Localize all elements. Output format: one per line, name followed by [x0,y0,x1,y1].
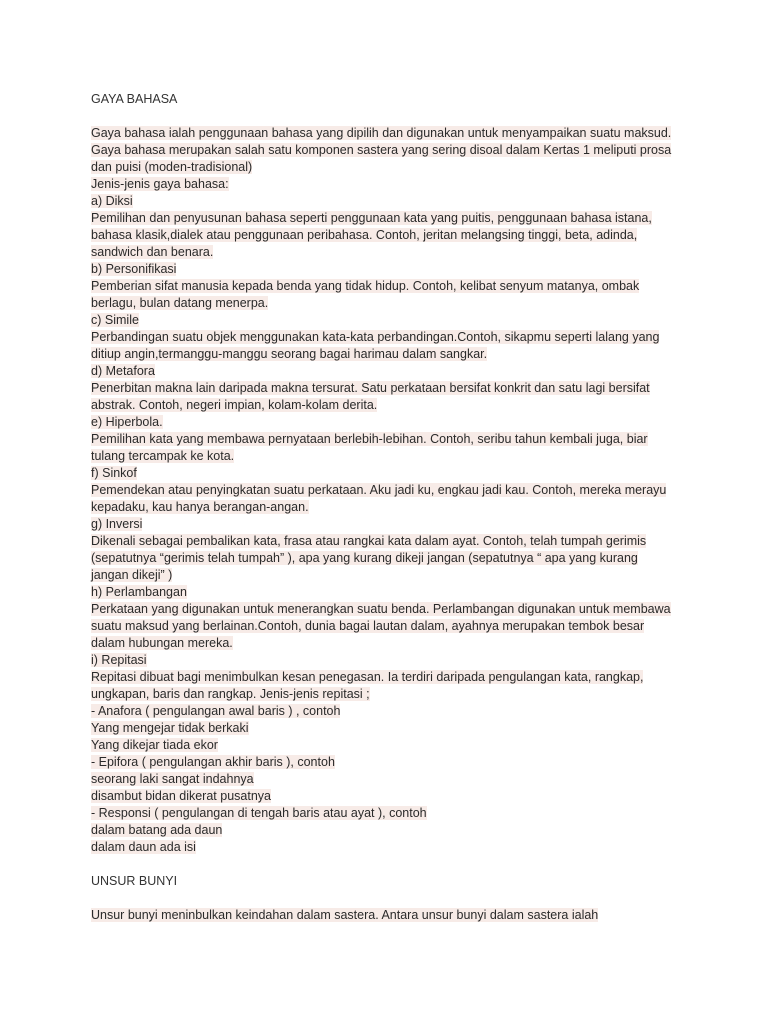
body-line [91,482,691,499]
document-body [91,125,691,856]
body-line [91,686,691,703]
body-line [91,448,691,465]
body-line [91,516,691,533]
text-line: f) Sinkof [91,466,137,480]
text-line: d) Metafora [91,364,155,378]
text-line: Perbandingan suatu objek menggunakan kata-kata perbandingan.Contoh, sikapmu seperti lalang yang [91,330,660,344]
body-line [91,669,691,686]
body-line [91,533,691,550]
text-line: Gaya bahasa ialah penggunaan bahasa yang dipilih dan digunakan untuk menyampaikan suatu maksud. [91,126,672,140]
body-line [91,737,691,754]
spacer [91,856,691,873]
body-line [91,720,691,737]
body-line [91,703,691,720]
text-line: kepadaku, kau hanya berangan-angan. [91,500,309,514]
body-line [91,567,691,584]
text-line: ditiup angin,termanggu-manggu seorang bagai harimau dalam sangkar. [91,347,488,361]
text-line: Yang dikejar tiada ekor [91,738,218,752]
spacer [91,890,691,907]
body-line [91,278,691,295]
body-line [91,380,691,397]
text-line: tulang tercampak ke kota. [91,449,235,463]
body-line [91,465,691,482]
text-line: dan puisi (moden-tradisional) [91,160,253,174]
text-line: seorang laki sangat indahnya [91,772,254,786]
body-line [91,346,691,363]
body-line [91,584,691,601]
text-line: h) Perlambangan [91,585,187,599]
text-line: - Epifora ( pengulangan akhir baris ), contoh [91,755,335,769]
text-line: Jenis-jenis gaya bahasa: [91,177,229,191]
body-line [91,210,691,227]
body-line [91,397,691,414]
text-line: a) Diksi [91,194,133,208]
text-line: ungkapan, baris dan rangkap. Jenis-jenis repitasi ; [91,687,370,701]
body-line [91,550,691,567]
body-line [91,805,691,822]
body-line [91,635,691,652]
body-line [91,312,691,329]
text-line: Pemendekan atau penyingkatan suatu perkataan. Aku jadi ku, engkau jadi kau. Contoh, mereka merayu [91,483,667,497]
text-line: - Anafora ( pengulangan awal baris ) , contoh [91,704,341,718]
text-line: Pemilihan kata yang membawa pernyataan berlebih-lebihan. Contoh, seribu tahun kembali juga, biar [91,432,648,446]
text-line: dalam batang ada daun [91,823,223,837]
body-line [91,618,691,635]
text-line: abstrak. Contoh, negeri impian, kolam-kolam derita. [91,398,378,412]
spacer [91,108,691,125]
body-line [91,244,691,261]
text-line: Penerbitan makna lain daripada makna tersurat. Satu perkataan bersifat konkrit dan satu lagi bersifat [91,381,650,395]
text-line: berlagu, bulan datang menerpa. [91,296,269,310]
text-line: Repitasi dibuat bagi menimbulkan kesan penegasan. Ia terdiri daripada pengulangan kata, rangkap, [91,670,644,684]
body-line [91,227,691,244]
body-line [91,771,691,788]
text-line: Gaya bahasa merupakan salah satu komponen sastera yang sering disoal dalam Kertas 1 meliputi prosa [91,143,672,157]
section-title-unsur-bunyi: UNSUR BUNYI [91,874,178,888]
body-line [91,414,691,431]
text-line: i) Repitasi [91,653,147,667]
document-page [91,91,691,924]
text-line: dalam daun ada isi [91,840,196,854]
text-line: Yang mengejar tidak berkaki [91,721,249,735]
body-line [91,839,691,856]
text-line: (sepatutnya “gerimis telah tumpah” ), apa yang kurang dikeji jangan (sepatutnya “ apa yang kurang [91,551,638,565]
body-line [91,193,691,210]
text-line: e) Hiperbola. [91,415,163,429]
text-line: jangan dikeji” ) [91,568,173,582]
body-line [91,142,691,159]
text-line: Pemilihan dan penyusunan bahasa seperti penggunaan kata yang puitis, penggunaan bahasa istana, [91,211,652,225]
body-line [91,363,691,380]
text-line: sandwich dan benara. [91,245,214,259]
text-line: b) Personifikasi [91,262,177,276]
text-line: suatu maksud yang berlainan.Contoh, dunia bagai lautan dalam, ayahnya merupakan tembok besar [91,619,645,633]
text-line: bahasa klasik,dialek atau penggunaan peribahasa. Contoh, jeritan melangsing tinggi, beta, adinda, [91,228,638,242]
body-line [91,261,691,278]
text-line: - Responsi ( pengulangan di tengah baris atau ayat ), contoh [91,806,427,820]
document-title: GAYA BAHASA [91,92,178,106]
text-line: Unsur bunyi meninbulkan keindahan dalam sastera. Antara unsur bunyi dalam sastera ialah [91,908,599,922]
body-line [91,329,691,346]
body-line [91,822,691,839]
section-paragraph-unsur-bunyi [91,907,691,924]
text-line: Perkataan yang digunakan untuk menerangkan suatu benda. Perlambangan digunakan untuk membawa [91,602,671,616]
body-line [91,431,691,448]
text-line: Dikenali sebagai pembalikan kata, frasa atau rangkai kata dalam ayat. Contoh, telah tumpah gerimis [91,534,647,548]
body-line [91,295,691,312]
body-line [91,125,691,142]
body-line [91,754,691,771]
body-line [91,176,691,193]
body-line [91,788,691,805]
text-line: Pemberian sifat manusia kepada benda yang tidak hidup. Contoh, kelibat senyum matanya, ombak [91,279,640,293]
text-line: c) Simile [91,313,139,327]
body-line [91,601,691,618]
text-line: disambut bidan dikerat pusatnya [91,789,271,803]
body-line [91,652,691,669]
body-line [91,499,691,516]
text-line: dalam hubungan mereka. [91,636,233,650]
text-line: g) Inversi [91,517,143,531]
body-line [91,159,691,176]
